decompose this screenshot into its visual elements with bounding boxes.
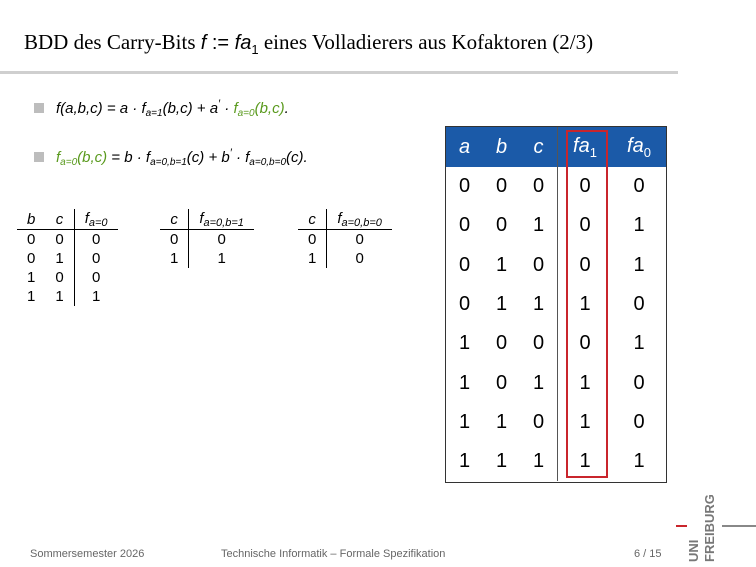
column-header-a: a [446, 127, 483, 167]
table-row: 1 0 1 1 0 [446, 363, 666, 402]
column-header-c: c [298, 209, 327, 230]
table-row: 0 0 0 0 0 [446, 167, 666, 206]
table-row: 1 0 0 0 1 [446, 324, 666, 363]
table-row: 1 0 0 [17, 268, 118, 287]
cofactor-formula-1: $f(a,b,c) = a \cdot f_{a=1}(b,c) + a' \cdot f_{a=0}(b,c)$. [56, 98, 289, 119]
table-row: 1 1 1 [17, 287, 118, 306]
table-row: 0 0 [298, 230, 392, 250]
column-header-c: c [160, 209, 189, 230]
svg-text:UNI: UNI [686, 539, 701, 562]
column-header-fa0: $fa_0$ [612, 127, 666, 167]
bullet-square-icon [34, 103, 44, 113]
bullet-square-icon [34, 152, 44, 162]
full-adder-truth-table [446, 127, 666, 481]
column-header-c: c [520, 127, 558, 167]
table-row: 1 1 [160, 249, 254, 268]
column-header-f: $f_{a=0}$ [74, 209, 117, 230]
column-header-f: $f_{a=0,b=0}$ [327, 209, 392, 230]
table-row: 0 1 0 0 1 [446, 246, 666, 285]
footer-course: Technische Informatik – Formale Spezifikation [221, 548, 446, 560]
cofactor-table-a0-b1 [160, 209, 254, 268]
table-row: 0 0 [160, 230, 254, 250]
column-header-b: b [483, 127, 520, 167]
footer-page-number: 6 / 15 [634, 548, 662, 560]
column-header-f: $f_{a=0,b=1}$ [189, 209, 254, 230]
table-row: 0 1 0 [17, 249, 118, 268]
table-row: 0 0 1 0 1 [446, 206, 666, 245]
table-row: 0 0 0 [17, 230, 118, 250]
column-header-fa1: $fa_1$ [558, 127, 613, 167]
title-rule [0, 71, 678, 74]
cofactor-table-a0-b0 [298, 209, 392, 268]
svg-text:FREIBURG: FREIBURG [702, 494, 717, 562]
uni-freiburg-logo [676, 484, 756, 564]
column-header-c: c [45, 209, 74, 230]
footer-semester: Sommersemester 2026 [30, 548, 145, 560]
cofactor-table-a0 [17, 209, 118, 306]
table-row: 0 1 1 1 0 [446, 285, 666, 324]
cofactor-formula-2: $f_{a=0}(b,c) = b \cdot f_{a=0,b=1}(c) + b' \cdot f_{a=0,b=0}(c)$. [56, 147, 308, 168]
table-row: 1 1 0 1 0 [446, 403, 666, 442]
table-row: 1 1 1 1 1 [446, 442, 666, 481]
column-header-b: b [17, 209, 45, 230]
slide-title: BDD des Carry-Bits f := $fa_1$ eines Volladierers aus Kofaktoren (2/3) [24, 30, 594, 57]
table-row: 1 0 [298, 249, 392, 268]
fa1-column-highlight [566, 130, 608, 478]
